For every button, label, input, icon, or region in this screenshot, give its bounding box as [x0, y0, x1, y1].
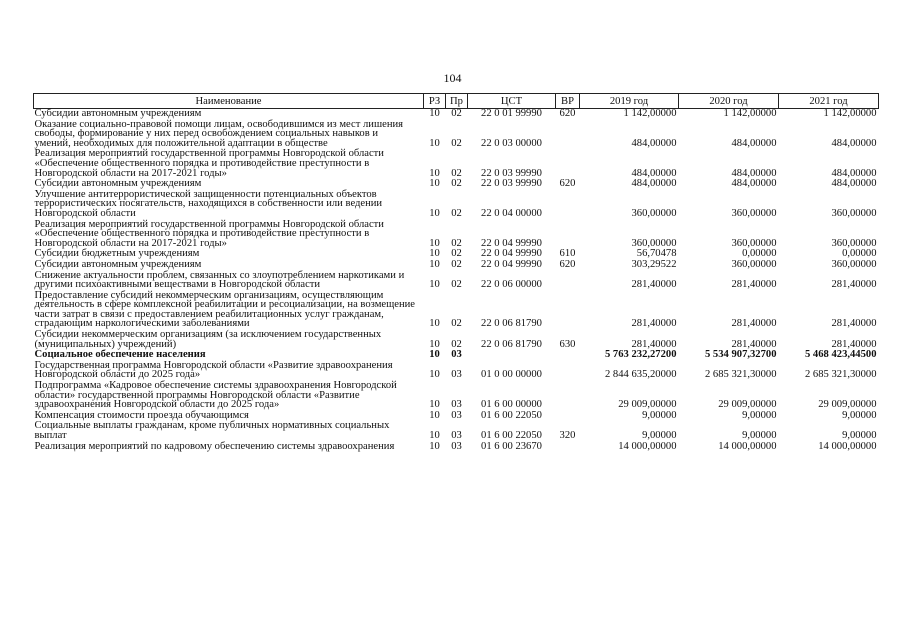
row-2019: 484,00000 [631, 178, 677, 190]
row-2020: 9,00000 [742, 430, 777, 441]
row-cst: 22 0 06 81790 [481, 338, 542, 350]
row-name: Субсидии автономным учреждениям [34, 108, 202, 119]
row-name: Улучшение антитеррористической защищенности потенциальных объектов террористических посягательств, находящихся в собственности или ведении Новгородской области [34, 188, 383, 219]
row-vr: 620 [559, 108, 576, 119]
table-row [34, 360, 879, 380]
header-2021: 2021 год [779, 94, 879, 109]
row-2020: 360,00000 [731, 207, 777, 219]
row-rz: 10 [429, 167, 440, 179]
row-rz: 10 [429, 399, 440, 411]
row-2020: 484,00000 [731, 178, 777, 190]
row-rz: 10 [429, 108, 440, 119]
row-cst [468, 349, 556, 360]
row-2020: 281,40000 [731, 279, 777, 291]
row-name: Оказание социально-правовой помощи лицам, освободившимся из мест лишения свободы, формирование у них перед освобождением социальных навыков и умений, необходимых для положительной адаптации в обществе [34, 118, 404, 149]
row-2021: 29 009,00000 [818, 399, 877, 411]
row-2020: 1 142,00000 [723, 108, 777, 119]
row-2020: 9,00000 [742, 409, 777, 421]
row-2021: 281,40000 [831, 279, 877, 291]
row-2021: 0,00000 [842, 248, 877, 260]
row-vr [556, 119, 580, 149]
row-2019: 9,00000 [642, 409, 677, 421]
table-row [34, 178, 879, 189]
table-row [34, 380, 879, 410]
row-cst: 22 0 06 00000 [481, 279, 542, 291]
row-2021: 484,00000 [831, 178, 877, 190]
row-2020: 484,00000 [731, 167, 777, 179]
row-pr: 02 [451, 237, 462, 249]
row-2019: 484,00000 [631, 137, 677, 149]
page-number: 104 [443, 71, 462, 85]
row-2021: 1 142,00000 [823, 108, 877, 119]
row-cst: 22 0 04 99990 [481, 258, 542, 270]
row-cst: 22 0 04 99990 [481, 237, 542, 249]
row-cst: 01 0 00 00000 [481, 369, 542, 381]
row-cst: 01 6 00 22050 [481, 430, 542, 441]
row-rz: 10 [429, 248, 440, 260]
row-pr: 02 [451, 137, 462, 149]
row-pr: 02 [451, 248, 462, 260]
row-2020: 484,00000 [731, 137, 777, 149]
row-2020: 5 534 907,32700 [704, 349, 777, 361]
row-2019: 303,29522 [631, 258, 677, 270]
row-2021: 14 000,00000 [818, 440, 877, 452]
row-vr [556, 189, 580, 219]
row-name: Государственная программа Новгородской области «Развитие здравоохранения Новгородской области до 2025 года» [34, 359, 393, 381]
row-cst: 22 0 06 81790 [481, 318, 542, 330]
row-pr: 03 [451, 440, 462, 452]
table-row [34, 219, 879, 249]
row-cst: 22 0 01 99990 [481, 108, 542, 119]
row-2019: 14 000,00000 [618, 440, 677, 452]
header-vr: ВР [556, 94, 580, 109]
row-2021: 2 685 321,30000 [804, 369, 877, 381]
row-2019: 281,40000 [631, 279, 677, 291]
table-row [34, 119, 879, 149]
row-2021: 5 468 423,44500 [804, 349, 877, 361]
row-rz: 10 [429, 409, 440, 421]
row-pr: 02 [451, 207, 462, 219]
row-cst: 01 6 00 00000 [481, 399, 542, 411]
row-2021: 360,00000 [831, 207, 877, 219]
row-rz: 10 [429, 178, 440, 190]
row-pr: 02 [451, 318, 462, 330]
row-2019: 360,00000 [631, 207, 677, 219]
row-2020: 360,00000 [731, 258, 777, 270]
row-name: Подпрограмма «Кадровое обеспечение системы здравоохранения Новгородской области» государственной программы Новгородской области «Развитие здравоохранения Новгородской области до 2025 года» [34, 380, 397, 411]
row-pr: 03 [451, 409, 462, 421]
row-2020: 14 000,00000 [718, 440, 777, 452]
row-vr: 320 [559, 430, 576, 441]
header-pr: Пр [446, 94, 468, 109]
row-2019: 281,40000 [631, 318, 677, 330]
row-rz: 10 [429, 207, 440, 219]
row-2020: 29 009,00000 [718, 399, 777, 411]
row-vr [556, 380, 580, 410]
row-2019: 360,00000 [631, 237, 677, 249]
row-2021: 9,00000 [842, 430, 877, 441]
row-cst: 22 0 04 00000 [481, 207, 542, 219]
header-2020: 2020 год [679, 94, 779, 109]
row-vr [556, 290, 580, 329]
table-row [34, 349, 879, 360]
row-2019: 29 009,00000 [618, 399, 677, 411]
table-body [34, 109, 879, 452]
table-row [34, 189, 879, 219]
row-rz: 10 [429, 338, 440, 350]
table-row [34, 420, 879, 440]
row-pr: 02 [451, 108, 462, 119]
header-name: Наименование [34, 94, 424, 109]
row-vr [556, 148, 580, 178]
row-rz: 10 [429, 369, 440, 381]
row-rz: 10 [429, 440, 440, 452]
row-2019: 484,00000 [631, 167, 677, 179]
table-row [34, 248, 879, 259]
row-pr: 02 [451, 279, 462, 291]
row-2019: 9,00000 [642, 430, 677, 441]
row-name: Субсидии автономным учреждениям [34, 258, 202, 270]
row-2020: 281,40000 [731, 318, 777, 330]
row-pr: 02 [451, 338, 462, 350]
row-2020: 281,40000 [731, 338, 777, 350]
row-name: Реализация мероприятий государственной программы Новгородской области «Обеспечение общественного порядка и противодействие преступности в Новгородской области на 2017-2021 годы» [34, 218, 384, 249]
table-row [34, 148, 879, 178]
row-cst: 22 0 03 99990 [481, 178, 542, 190]
row-pr: 03 [451, 349, 462, 361]
row-vr: 610 [559, 248, 576, 260]
row-2021: 360,00000 [831, 258, 877, 270]
row-name: Компенсация стоимости проезда обучающимся [34, 409, 249, 421]
row-cst: 22 0 03 00000 [481, 137, 542, 149]
row-vr: 620 [559, 178, 576, 190]
row-vr [556, 219, 580, 249]
row-2021: 484,00000 [831, 167, 877, 179]
row-cst: 01 6 00 22050 [481, 409, 542, 421]
row-cst: 22 0 04 99990 [481, 248, 542, 260]
table-row [34, 410, 879, 421]
row-2019: 56,70478 [636, 248, 677, 260]
row-rz: 10 [429, 349, 440, 361]
row-name: Реализация мероприятий государственной программы Новгородской области «Обеспечение общественного порядка и противодействие преступности в Новгородской области на 2017-2021 годы» [34, 148, 384, 179]
budget-table [33, 93, 879, 451]
row-pr: 02 [451, 178, 462, 190]
table-row [34, 290, 879, 329]
row-pr: 02 [451, 258, 462, 270]
row-rz: 10 [429, 279, 440, 291]
table-row [34, 259, 879, 270]
row-2019: 5 763 232,27200 [604, 349, 677, 361]
table-row [34, 441, 879, 452]
row-2021: 281,40000 [831, 338, 877, 350]
row-2021: 9,00000 [842, 409, 877, 421]
row-name: Субсидии автономным учреждениям [34, 178, 202, 190]
header-2019: 2019 год [580, 94, 679, 109]
table-row [34, 329, 879, 349]
row-2019: 2 844 635,20000 [604, 369, 677, 381]
row-rz: 10 [429, 237, 440, 249]
header-cst: ЦСТ [468, 94, 556, 109]
row-pr: 03 [451, 430, 462, 441]
row-cst: 22 0 03 99990 [481, 167, 542, 179]
table-header-row [34, 94, 879, 109]
row-vr [556, 270, 580, 290]
row-2020: 2 685 321,30000 [704, 369, 777, 381]
row-name: Снижение актуальности проблем, связанных со злоупотреблением наркотиками и другими психоактивными веществами в Новгородской области [34, 269, 405, 291]
row-name: Субсидии бюджетным учреждениям [34, 248, 200, 260]
row-2020: 0,00000 [742, 248, 777, 260]
row-2021: 484,00000 [831, 137, 877, 149]
row-name: Социальное обеспечение населения [34, 349, 206, 361]
row-pr: 02 [451, 167, 462, 179]
row-name: Субсидии некоммерческим организациям (за исключением государственных (муниципальных) учреждений) [34, 329, 382, 350]
row-cst: 01 6 00 23670 [481, 440, 542, 452]
row-2019: 281,40000 [631, 338, 677, 350]
row-rz: 10 [429, 137, 440, 149]
table-row [34, 270, 879, 290]
row-name: Социальные выплаты гражданам, кроме публичных нормативных социальных выплат [34, 420, 390, 441]
row-vr [556, 360, 580, 380]
header-rz: РЗ [424, 94, 446, 109]
row-pr: 03 [451, 399, 462, 411]
row-rz: 10 [429, 318, 440, 330]
row-vr [556, 349, 580, 360]
row-rz: 10 [429, 258, 440, 270]
row-2021: 281,40000 [831, 318, 877, 330]
row-name: Предоставление субсидий некоммерческим организациям, осуществляющим деятельность в сфере комплексной реабилитации и ресоциализации, на возмещение части затрат в связи с предоставлением реабилитационных услуг гражданам, страдающим наркологическими заболеваниями [34, 289, 415, 330]
row-2020: 360,00000 [731, 237, 777, 249]
row-name: Реализация мероприятий по кадровому обеспечению системы здравоохранения [34, 440, 395, 452]
row-2019: 1 142,00000 [623, 108, 677, 119]
row-vr: 620 [559, 258, 576, 270]
row-rz: 10 [429, 430, 440, 441]
row-pr: 03 [451, 369, 462, 381]
row-2021: 360,00000 [831, 237, 877, 249]
row-vr [556, 441, 580, 452]
row-vr: 630 [559, 338, 576, 350]
row-vr [556, 410, 580, 421]
table-row [34, 109, 879, 119]
